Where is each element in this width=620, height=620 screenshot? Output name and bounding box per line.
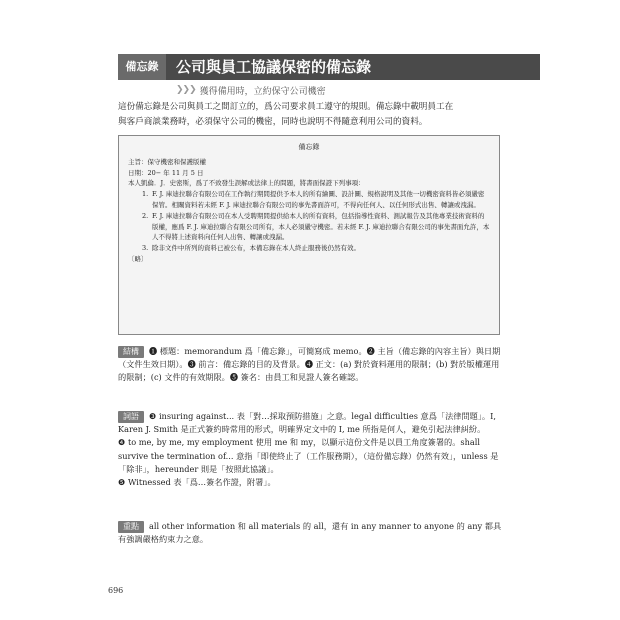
vocabulary-text: ❹ to me, by me, my employment 使用 me 和 my，以顯示這份文件是以員工角度簽署的。shall survive the termination of... 意指「即使終止了（工作服務期），（這份備忘錄）仍然有效」，unless 是「除非」，hereunder 則是「按照此協議」。 <box>118 437 499 474</box>
page-subtitle: 獲得備用時，立約保守公司機密 <box>199 86 326 97</box>
structure-section <box>118 345 502 385</box>
vocabulary-tag: 詞語 <box>118 411 144 423</box>
memo-item-number: 3. <box>142 244 149 253</box>
memo-opening: 本人凱倫．J．史密斯，爲了不致發生誤解或法律上的問題，將書面保證下列事項： <box>128 179 365 188</box>
intro-line: 與客戶商談業務時，必須保守公司的機密，同時也說明不得隨意利用公司的資料。 <box>118 117 428 127</box>
key-point-tag: 重點 <box>118 521 144 533</box>
structure-tag: 結構 <box>118 346 144 358</box>
memo-box <box>118 135 500 335</box>
memo-item <box>128 211 490 243</box>
subtitle-row <box>176 83 326 97</box>
vocabulary-text: ❸ insuring against... 表「對…採取預防措施」之意。legal difficulties 意爲「法律問題」。I, Karen J. Smith 是正式簽約時常用的形式，明確界定文中的 I, me 所指是何人，避免引起法律糾紛。 <box>118 411 496 435</box>
key-point-section <box>118 520 502 546</box>
structure-text: ❶ 標題：memorandum 爲「備忘錄」，可簡寫成 memo。❷ 主旨（備忘錄的內容主旨）與日期（文件生效日期）。❸ 前言：備忘錄的目的及背景。❹ 正文：(a) 對於資料運用的限制；(b) 對於版權運用的限制；(c) 文件的有效期限。❺ 簽名：由員工和見證人簽名確認。 <box>118 346 501 383</box>
vocabulary-text: ❺ Witnessed 表「爲…簽名作證，附署」。 <box>118 477 276 488</box>
memo-item-number: 1. <box>142 190 149 199</box>
vocabulary-section <box>118 410 502 489</box>
memo-item-text: 除非文件中所列的資料已被公布，本備忘錄在本人終止服務後仍然有效。 <box>152 244 360 253</box>
intro-paragraph <box>118 100 508 130</box>
memo-item-text: F. J. 庫迪拉聯合有限公司在工作執行期間提供予本人的所有繪圖、設計圖、規格說明及其他一切機密資料皆必須嚴密保管。相關資料若未經 F. J. 庫迪拉聯合有限公司的事先書面許可，不得向任何人、以任何形式出售、轉讓或洩漏。 <box>152 190 485 209</box>
memo-closing: 〔略〕 <box>128 254 148 263</box>
memo-item-text: F. J. 庫迪拉聯合有限公司在本人受聘期間提供給本人的所有資料，包括指導性資料、測試報告及其他專業技術資料的版權，應爲 F. J. 庫迪拉聯合有限公司所有，本人必須嚴守機密。若未經 F. J. 庫迪拉聯合有限公司的事先書面允許，本人不得將上述資料向任何人出售、轉讓或洩漏。 <box>152 211 490 242</box>
memo-item <box>128 189 490 211</box>
memo-item-number: 2. <box>142 211 149 220</box>
intro-line: 這份備忘錄是公司與員工之間訂立的，爲公司要求員工遵守的規則。備忘錄中載明員工在 <box>118 102 454 112</box>
memo-item <box>128 243 490 254</box>
section-badge: 備忘錄 <box>118 54 166 80</box>
key-point-text: all other information 和 all materials 的 all，還有 in any manner to anyone 的 any 都具有強調嚴格約束力之意。 <box>118 521 502 545</box>
memo-subject: 主旨：保守機密和保護版權 <box>128 157 206 166</box>
memo-date: 日期：20− 年 11 月 5 日 <box>128 168 204 177</box>
memo-heading: 備忘錄 <box>298 143 320 151</box>
page-title: 公司與員工協議保密的備忘錄 <box>176 58 372 76</box>
page-number: 696 <box>108 586 124 595</box>
triple-chevron-icon: ❯❯❯ <box>176 85 196 95</box>
